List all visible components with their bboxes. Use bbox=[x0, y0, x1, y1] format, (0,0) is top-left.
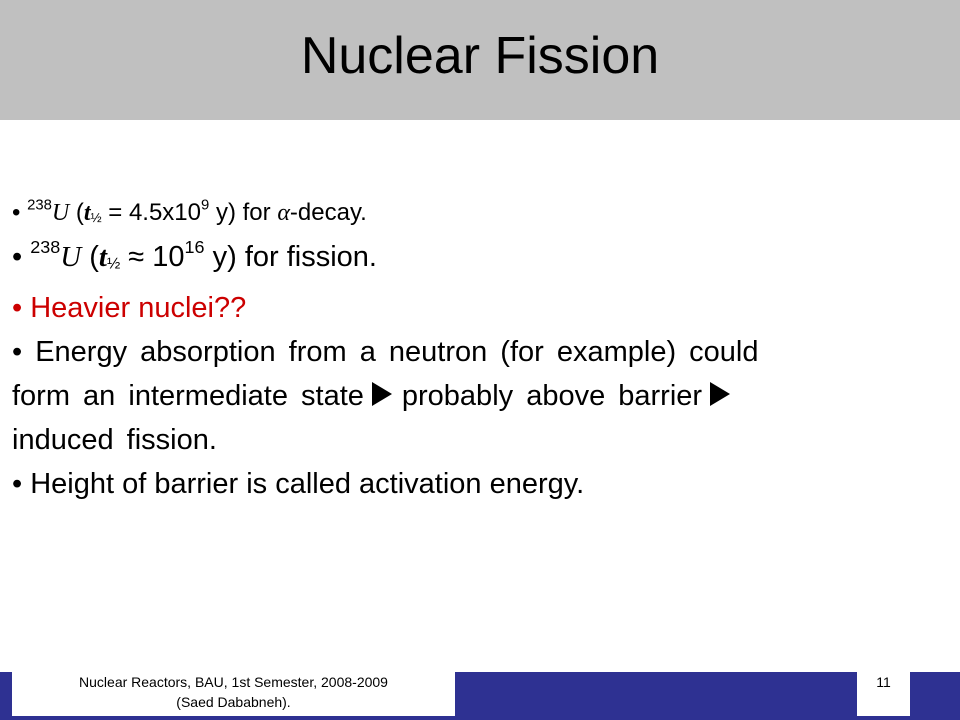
element-symbol: U bbox=[60, 240, 82, 273]
exponent: 9 bbox=[201, 197, 210, 214]
half-life-value: = 4.5x10 bbox=[101, 199, 202, 226]
mass-number: 238 bbox=[30, 237, 61, 258]
triangle-right-icon bbox=[710, 382, 730, 406]
bullet-activation-energy: • Height of barrier is called activation energy. bbox=[12, 468, 585, 501]
slide-title: Nuclear Fission bbox=[300, 27, 660, 85]
page-number: 11 bbox=[857, 672, 910, 716]
bullet-energy-absorption bbox=[12, 330, 942, 462]
fission-text: y) for fission. bbox=[204, 240, 377, 273]
paren-open: ( bbox=[89, 240, 99, 273]
para-line-3: induced fission. bbox=[12, 424, 217, 457]
paren-open: ( bbox=[75, 199, 84, 226]
decay-tail: -decay. bbox=[289, 199, 367, 226]
bullet-uranium-alpha bbox=[12, 196, 942, 235]
footer-line-1: Nuclear Reactors, BAU, 1st Semester, 2008-2009 bbox=[79, 674, 388, 690]
half-life-value: ≈ 10 bbox=[120, 240, 185, 273]
para-line-2 bbox=[12, 374, 942, 418]
footer-citation bbox=[12, 672, 455, 716]
slide-content bbox=[12, 196, 942, 506]
half-subscript: ½ bbox=[90, 209, 102, 225]
half-life-symbol: t bbox=[83, 200, 91, 226]
mass-number: 238 bbox=[27, 197, 52, 214]
footer-line-2: (Saed Dababneh). bbox=[176, 694, 291, 710]
para-line-2a: form an intermediate state bbox=[12, 380, 364, 413]
bullet-mark: • bbox=[12, 240, 23, 273]
para-line-2b: probably above barrier bbox=[401, 380, 703, 413]
bullet-mark: • bbox=[12, 199, 21, 226]
bullet-heavier-nuclei: • Heavier nuclei?? bbox=[12, 292, 247, 325]
half-subscript: ½ bbox=[106, 255, 121, 273]
bullet-uranium-fission bbox=[12, 235, 942, 286]
para-line-1: • Energy absorption from a neutron (for example) could bbox=[12, 336, 759, 369]
alpha-symbol: α bbox=[277, 200, 290, 226]
exponent: 16 bbox=[184, 237, 205, 258]
element-symbol: U bbox=[51, 200, 70, 226]
half-life-symbol: t bbox=[98, 240, 107, 273]
triangle-right-icon bbox=[372, 382, 392, 406]
decay-text: y) for bbox=[209, 199, 278, 226]
